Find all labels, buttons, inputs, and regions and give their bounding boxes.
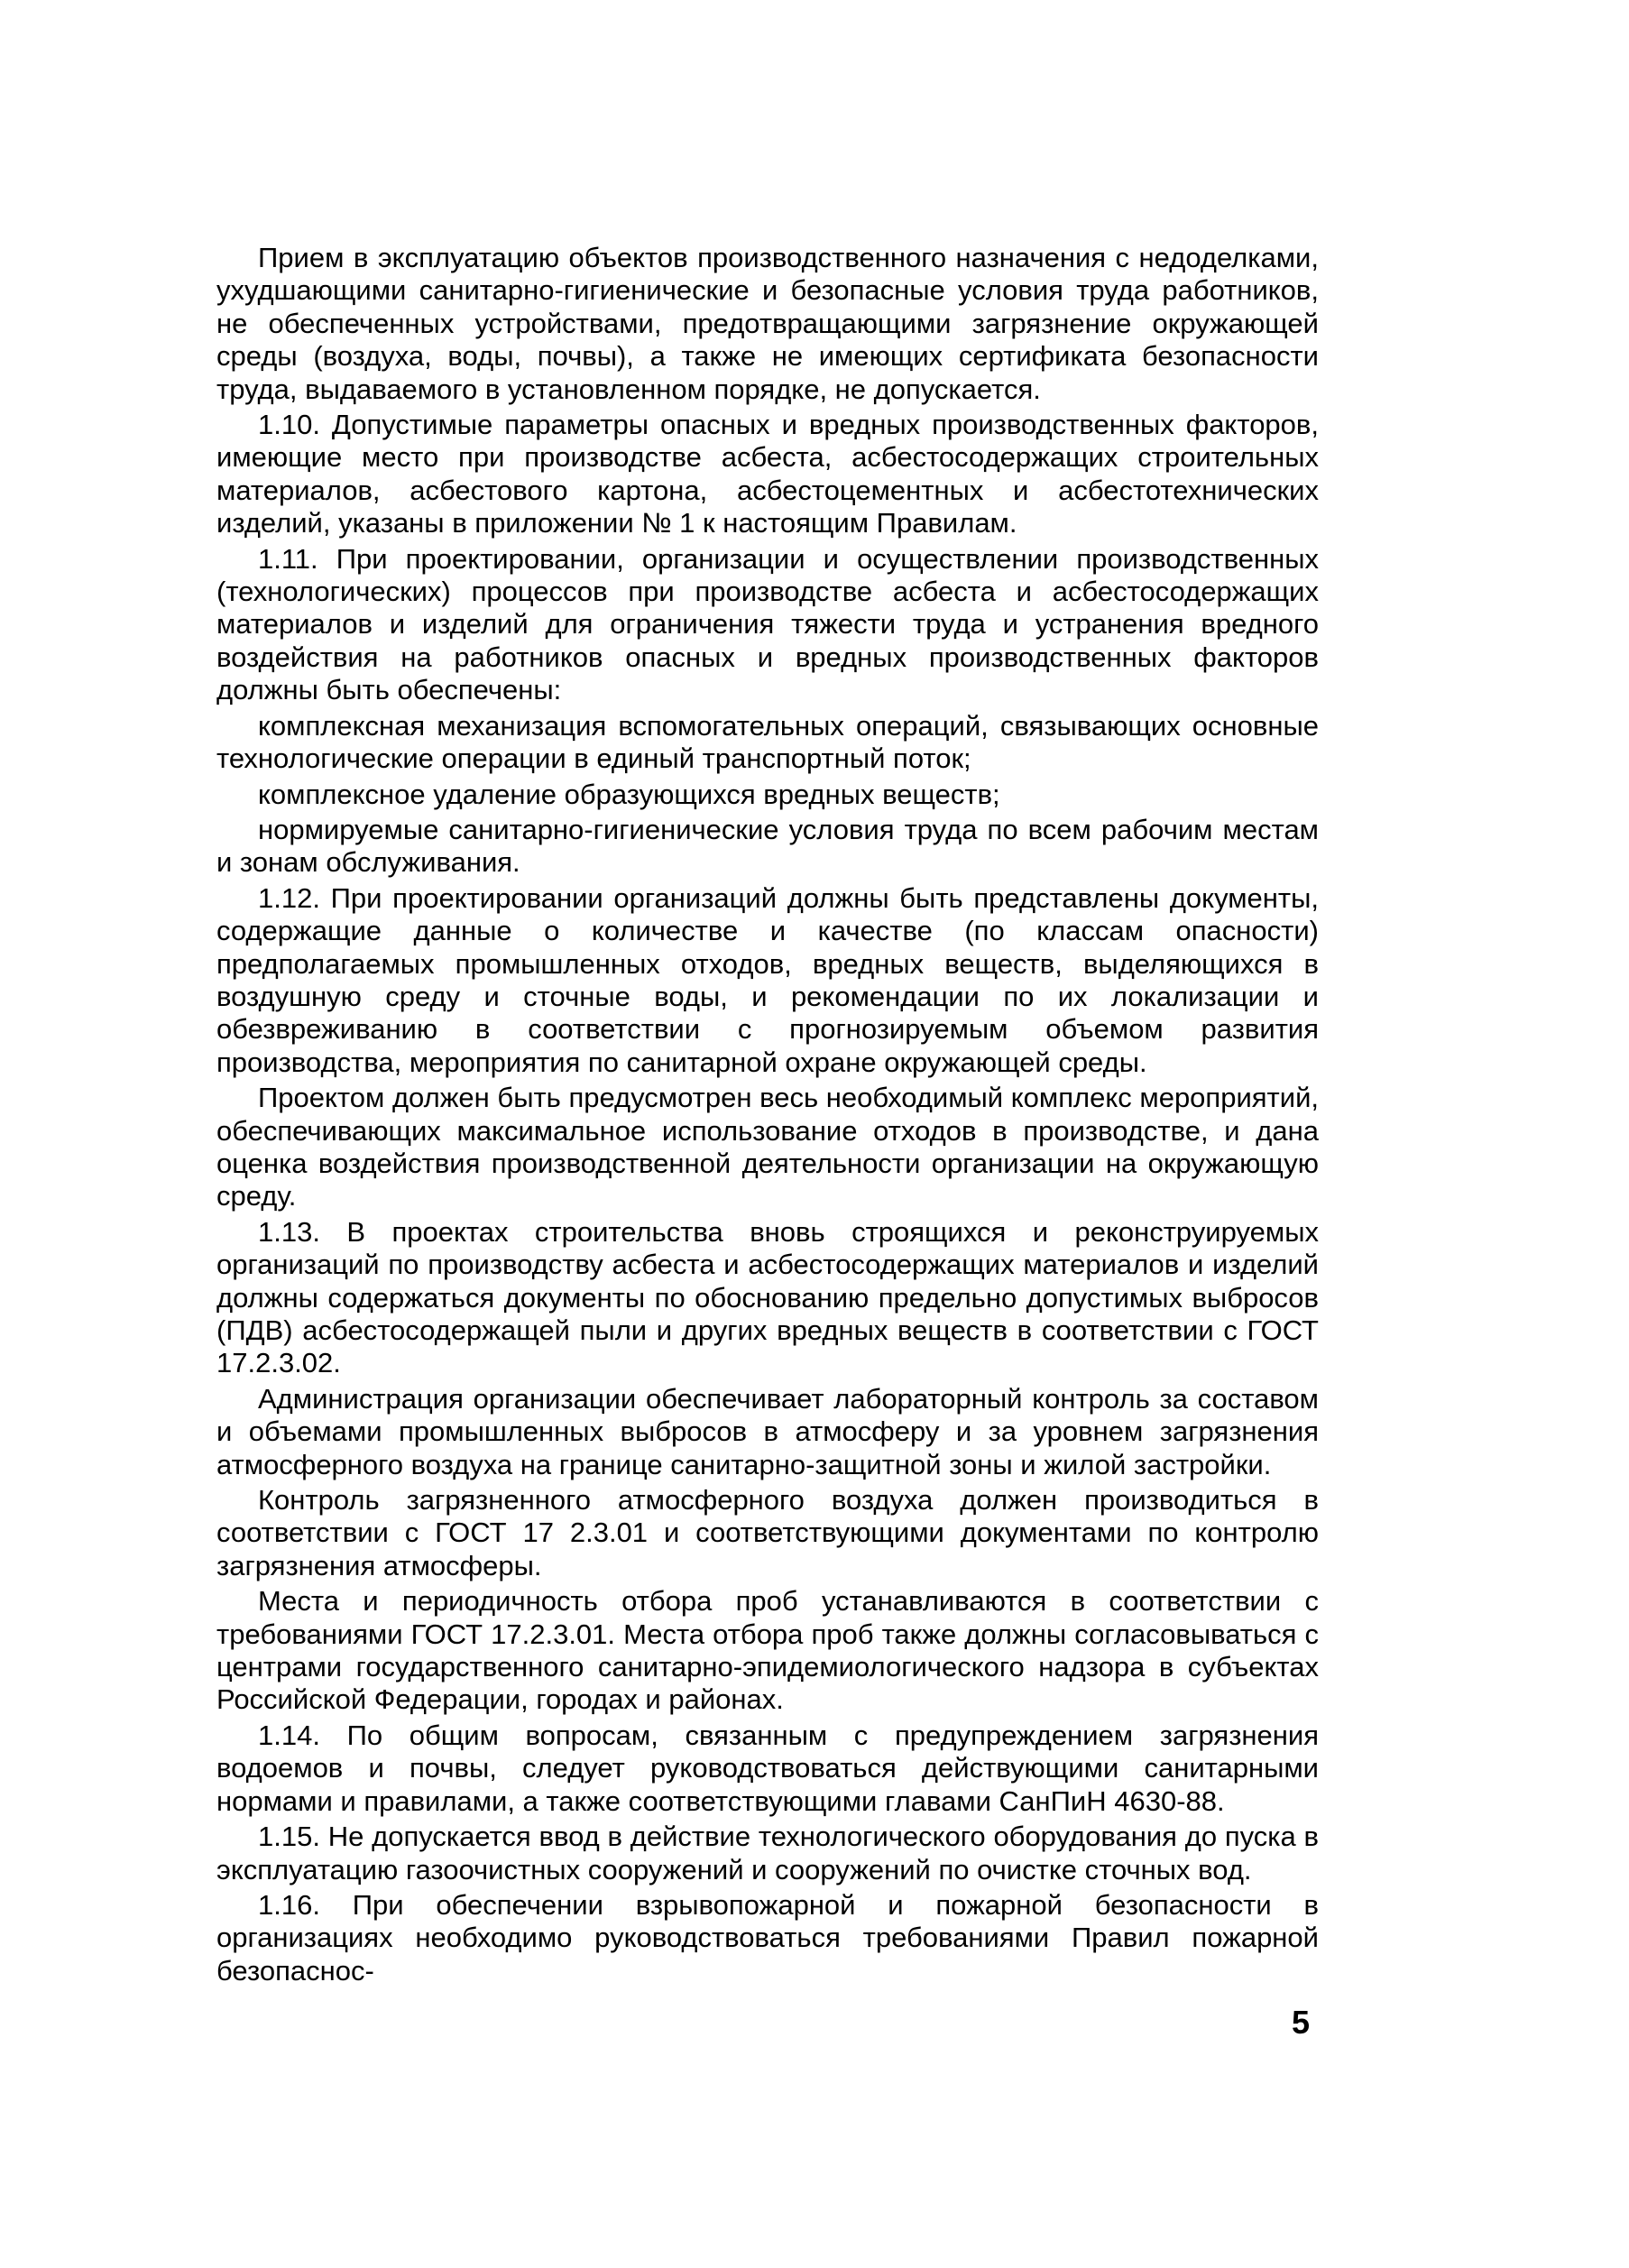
paragraph-1-11: 1.11. При проектировании, организации и осуществлении производственных (технологических) процессов при производстве асбеста и асбестосодержащих материалов и изделий для ограничения тяжести труда и устранения вредного воздействия на работников опасных и вредных производственных факторов должны быть обеспечены: — [216, 542, 1319, 706]
paragraph-acceptance: Прием в эксплуатацию объектов производственного назначения с недоделками, ухудшающими санитарно-гигиенические и безопасные условия труда работников, не обеспеченных устройствами, предотвращающими загрязнение окружающей среды (воздуха, воды, почвы), а также не имеющих сертификата безопасности труда, выдаваемого в установленном порядке, не допускается. — [216, 242, 1319, 405]
list-item-conditions: нормируемые санитарно-гигиенические условия труда по всем рабочим местам и зонам обслуживания. — [216, 813, 1319, 879]
list-item-mechanization: комплексная механизация вспомогательных операций, связывающих основные технологические операции в единый транспортный поток; — [216, 709, 1319, 775]
paragraph-1-14: 1.14. По общим вопросам, связанным с предупреждением загрязнения водоемов и почвы, следует руководствоваться действующими санитарными нормами и правилами, а также соответствующими главами СанПиН 4630-88. — [216, 1719, 1319, 1817]
paragraph-1-10: 1.10. Допустимые параметры опасных и вредных производственных факторов, имеющие место при производстве асбеста, асбестосодержащих строительных материалов, асбестового картона, асбестоцементных и асбестотехнических изделий, указаны в приложении № 1 к настоящим Правилам. — [216, 409, 1319, 539]
paragraph-1-16: 1.16. При обеспечении взрывопожарной и пожарной безопасности в организациях необходимо руководствоваться требованиями Правил пожарной безопаснос- — [216, 1888, 1319, 1987]
paragraph-lab-control: Администрация организации обеспечивает лабораторный контроль за составом и объемами промышленных выбросов в атмосферу и за уровнем загрязнения атмосферного воздуха на границе санитарно-защитной зоны и жилой застройки. — [216, 1382, 1319, 1480]
paragraph-1-15: 1.15. Не допускается ввод в действие технологического оборудования до пуска в эксплуатацию газоочистных сооружений и сооружений по очистке сточных вод. — [216, 1821, 1319, 1885]
paragraph-air-control: Контроль загрязненного атмосферного воздуха должен производиться в соответствии с ГОСТ 17 2.3.01 и соответствующими документами по контролю загрязнения атмосферы. — [216, 1484, 1319, 1581]
document-page — [216, 242, 1319, 1990]
paragraph-1-13: 1.13. В проектах строительства вновь строящихся и реконструируемых организаций по производству асбеста и асбестосодержащих материалов и изделий должны содержаться документы по обоснованию предельно допустимых выбросов (ПДВ) асбестосодержащей пыли и других вредных веществ в соответствии с ГОСТ 17.2.3.02. — [216, 1215, 1319, 1379]
list-item-removal: комплексное удаление образующихся вредных веществ; — [258, 778, 1000, 810]
paragraph-project-measures: Проектом должен быть предусмотрен весь необходимый комплекс мероприятий, обеспечивающих максимальное использование отходов в производстве, и дана оценка воздействия производственной деятельности организации на окружающую среду. — [216, 1082, 1319, 1212]
page-number: 5 — [1292, 2004, 1311, 2041]
paragraph-1-12: 1.12. При проектировании организаций должны быть представлены документы, содержащие данные о количестве и качестве (по классам опасности) предполагаемых промышленных отходов, вредных веществ, выделяющихся в воздушную среду и сточные воды, и рекомендации по их локализации и обезвреживанию в соответствии с прогнозируемым объемом развития производства, мероприятия по санитарной охране окружающей среды. — [216, 881, 1319, 1078]
paragraph-sampling: Места и периодичность отбора проб устанавливаются в соответствии с требованиями ГОСТ 17.2.3.01. Места отбора проб также должны согласовываться с центрами государственного санитарно-эпидемиологического надзора в субъектах Российской Федерации, городах и районах. — [216, 1585, 1319, 1716]
